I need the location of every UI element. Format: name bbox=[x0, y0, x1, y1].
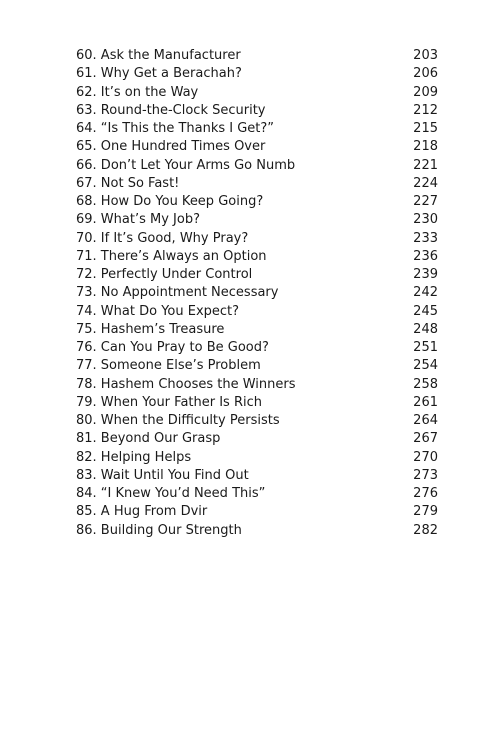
toc-entry-page-number: 230 bbox=[413, 212, 438, 228]
toc-entry-title: 76. Can You Pray to Be Good? bbox=[76, 340, 269, 355]
toc-entry-title: 79. When Your Father Is Rich bbox=[76, 394, 262, 410]
toc-entry bbox=[76, 157, 438, 175]
toc-entry-page-number: 224 bbox=[413, 175, 438, 191]
toc-entry-title: 71. There’s Always an Option bbox=[76, 248, 267, 264]
toc-entry bbox=[76, 138, 438, 156]
toc-entry bbox=[76, 303, 438, 321]
toc-entry-page-number: 258 bbox=[413, 376, 438, 392]
toc-entry-page-number: 233 bbox=[413, 230, 438, 246]
toc-entry-page-number: 282 bbox=[413, 522, 438, 538]
toc-entry bbox=[76, 357, 438, 375]
toc-entry bbox=[76, 102, 438, 120]
toc-entry bbox=[76, 394, 438, 412]
toc-entry bbox=[76, 430, 438, 448]
toc-entry-title: 63. Round-the-Clock Security bbox=[76, 102, 266, 118]
toc-entry bbox=[76, 230, 438, 248]
toc-entry bbox=[76, 412, 438, 430]
toc-entry bbox=[76, 503, 438, 521]
toc-entry bbox=[76, 193, 438, 211]
toc-entry bbox=[76, 84, 438, 102]
toc-entry-title: 84. “I Knew You’d Need This” bbox=[76, 486, 266, 501]
toc-entry-page-number: 212 bbox=[413, 102, 438, 118]
toc-entry-page-number: 239 bbox=[413, 267, 438, 282]
toc-entry bbox=[76, 522, 438, 540]
toc-entry-page-number: 242 bbox=[413, 285, 438, 301]
toc-entry-page-number: 273 bbox=[413, 467, 438, 483]
toc-entry-title: 85. A Hug From Dvir bbox=[76, 504, 208, 520]
toc-entry-title: 64. “Is This the Thanks I Get?” bbox=[76, 121, 275, 136]
toc-entry bbox=[76, 321, 438, 339]
toc-entry bbox=[76, 376, 438, 394]
toc-entry bbox=[76, 120, 438, 138]
toc-entry-page-number: 279 bbox=[413, 504, 438, 520]
toc-entry bbox=[76, 449, 438, 467]
toc-entry-title: 86. Building Our Strength bbox=[76, 522, 242, 538]
toc-entry-title: 66. Don’t Let Your Arms Go Numb bbox=[76, 157, 296, 173]
toc-entry bbox=[76, 485, 438, 503]
toc-entry bbox=[76, 339, 438, 357]
toc-entry-page-number: 206 bbox=[413, 66, 438, 82]
toc-entry-title: 73. No Appointment Necessary bbox=[76, 285, 279, 301]
toc-entry bbox=[76, 47, 438, 65]
toc-entry-page-number: 227 bbox=[413, 194, 438, 209]
toc-entry-title: 83. Wait Until You Find Out bbox=[76, 467, 249, 483]
toc-entry-title: 62. It’s on the Way bbox=[76, 84, 199, 100]
toc-entry-page-number: 203 bbox=[413, 48, 438, 63]
toc-entry-page-number: 276 bbox=[413, 486, 438, 501]
toc-entry-title: 78. Hashem Chooses the Winners bbox=[76, 376, 296, 392]
toc-entry-page-number: 251 bbox=[413, 340, 438, 355]
toc-entry bbox=[76, 467, 438, 485]
toc-entry-title: 81. Beyond Our Grasp bbox=[76, 431, 221, 447]
toc-entry-title: 75. Hashem’s Treasure bbox=[76, 321, 225, 337]
toc-entry-page-number: 221 bbox=[413, 157, 438, 173]
toc-entry-page-number: 245 bbox=[413, 303, 438, 319]
toc-entry-title: 61. Why Get a Berachah? bbox=[76, 66, 242, 82]
toc-entry-title: 72. Perfectly Under Control bbox=[76, 267, 253, 282]
toc-entry-page-number: 254 bbox=[413, 358, 438, 374]
toc-entry bbox=[76, 248, 438, 266]
toc-entry bbox=[76, 65, 438, 83]
toc-entry-page-number: 261 bbox=[413, 394, 438, 410]
toc-entry-title: 68. How Do You Keep Going? bbox=[76, 194, 264, 209]
toc-entry-title: 60. Ask the Manufacturer bbox=[76, 48, 241, 63]
toc-entry-title: 65. One Hundred Times Over bbox=[76, 139, 266, 155]
toc-entry-page-number: 209 bbox=[413, 84, 438, 100]
toc-entry-page-number: 248 bbox=[413, 321, 438, 337]
toc-entry-title: 67. Not So Fast! bbox=[76, 175, 180, 191]
toc-entry bbox=[76, 266, 438, 284]
toc-entry bbox=[76, 211, 438, 229]
toc-entry-title: 80. When the Difficulty Persists bbox=[76, 413, 280, 428]
toc-entry-page-number: 270 bbox=[413, 449, 438, 465]
toc-entry-page-number: 264 bbox=[413, 413, 438, 428]
toc-entry-title: 74. What Do You Expect? bbox=[76, 303, 240, 319]
toc-entry-page-number: 236 bbox=[413, 248, 438, 264]
toc-entry-page-number: 218 bbox=[413, 139, 438, 155]
toc-entry-title: 69. What’s My Job? bbox=[76, 212, 200, 228]
toc-entry-title: 77. Someone Else’s Problem bbox=[76, 358, 261, 374]
toc-entry-page-number: 215 bbox=[413, 121, 438, 136]
toc-entry-title: 70. If It’s Good, Why Pray? bbox=[76, 230, 249, 246]
toc-entry bbox=[76, 284, 438, 302]
toc-entry-page-number: 267 bbox=[413, 431, 438, 447]
toc-entry bbox=[76, 175, 438, 193]
table-of-contents bbox=[76, 47, 438, 540]
toc-entry-title: 82. Helping Helps bbox=[76, 449, 192, 465]
